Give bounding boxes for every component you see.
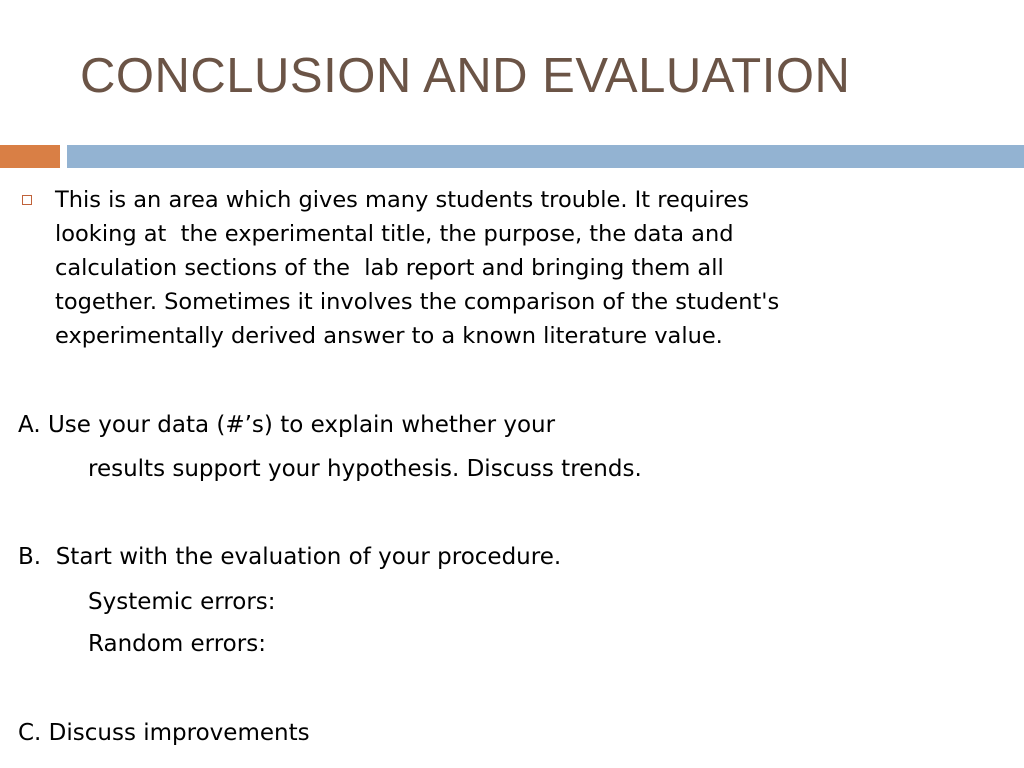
accent-bar-blue <box>67 145 1024 168</box>
intro-line: calculation sections of the lab report and bringing them all <box>55 255 724 281</box>
random-errors-label: Random errors: <box>88 631 266 657</box>
intro-line: experimentally derived answer to a known literature value. <box>55 323 723 349</box>
section-a-heading: A. Use your data (#’s) to explain whether your <box>18 412 556 438</box>
section-a-detail: results support your hypothesis. Discuss trends. <box>88 456 642 482</box>
section-b-heading: B. Start with the evaluation of your procedure. <box>18 544 562 570</box>
hollow-square-bullet-icon <box>22 195 32 205</box>
intro-line: looking at the experimental title, the purpose, the data and <box>55 221 734 247</box>
intro-line: This is an area which gives many students trouble. It requires <box>55 187 749 213</box>
accent-bar-orange <box>0 145 60 168</box>
systemic-errors-label: Systemic errors: <box>88 589 276 615</box>
section-c-heading: C. Discuss improvements <box>18 720 310 746</box>
intro-line: together. Sometimes it involves the comparison of the student's <box>55 289 780 315</box>
intro-paragraph <box>55 183 1005 353</box>
slide-title: CONCLUSION AND EVALUATION <box>80 49 851 103</box>
